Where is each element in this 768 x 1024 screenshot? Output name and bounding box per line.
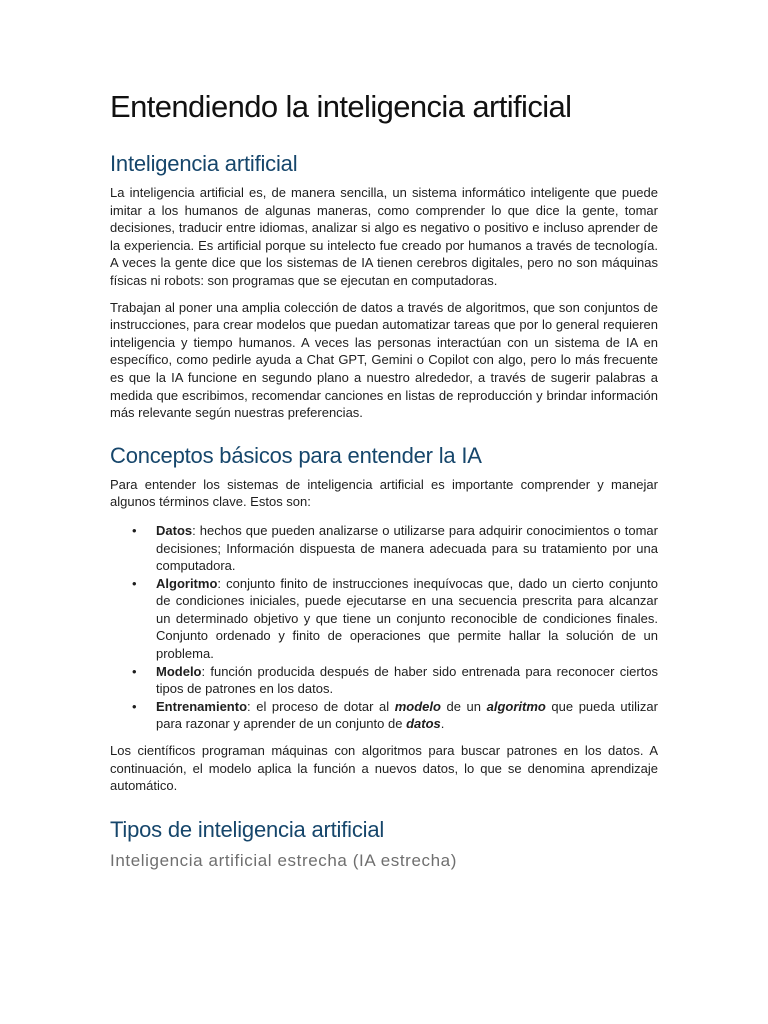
bullet-icon: • [132,522,137,538]
key-terms-list [110,522,658,733]
bullet-icon: • [132,698,137,714]
paragraph-concepts-intro: Para entender los sistemas de inteligencia artificial es importante comprender y manejar algunos términos clave. Estos son: [110,476,658,510]
term-modelo: Modelo [156,663,202,679]
definition-entrenamiento-part3: que pueda utilizar para razonar y aprender de un conjunto de [156,698,658,732]
definition-datos: : hechos que pueden analizarse o utilizarse para adquirir conocimientos o tomar decisiones; Información dispuesta de manera adecuada para su tratamiento por una computadora. [156,522,658,574]
term-algoritmo: Algoritmo [156,575,218,591]
section-heading-conceptos-basicos: Conceptos básicos para entender la IA [110,442,482,468]
emphasis-modelo: modelo [394,698,441,714]
subsection-heading-ia-estrecha: Inteligencia artificial estrecha (IA estrecha) [110,850,457,870]
emphasis-algoritmo: algoritmo [486,698,546,714]
section-heading-tipos: Tipos de inteligencia artificial [110,816,385,842]
definition-entrenamiento-part4: . [440,716,445,732]
list-item-entrenamiento [110,698,658,733]
emphasis-datos: datos [406,716,441,732]
document-title: Entendiendo la inteligencia artificial [110,89,572,124]
definition-algoritmo: : conjunto finito de instrucciones inequívocas que, dado un cierto conjunto de condiciones iniciales, puede ejecutarse en una secuencia prescrita para alcanzar un determinado objetivo y que tiene un conjunto reconocible de condiciones finales. Conjunto ordenado y finito de operaciones que permite hallar la solución de un problema. [156,575,658,662]
term-entrenamiento: Entrenamiento [156,698,248,714]
definition-modelo: : función producida después de haber sido entrenada para reconocer ciertos tipos de patrones en los datos. [156,663,658,697]
list-item-modelo [110,663,658,698]
paragraph-concepts-closing: Los científicos programan máquinas con algoritmos para buscar patrones en los datos. A continuación, el modelo aplica la función a nuevos datos, lo que se denomina aprendizaje automático. [110,743,658,794]
definition-entrenamiento-part2: de un [440,698,487,714]
bullet-icon: • [132,663,137,679]
paragraph-how-it-works: Trabajan al poner una amplia colección de datos a través de algoritmos, que son conjuntos de instrucciones, para crear modelos que puedan automatizar tareas que por lo general requieren inteligencia y tiempo humanos. A veces las personas interactúan con un sistema de IA en específico, como pedirle ayuda a Chat GPT, Gemini o Copilot con algo, pero lo más frecuente es que la IA funcione en segundo plano a nuestro alrededor, a través de sugerir palabras a medida que escribimos, recomendar canciones en listas de reproducción y brindar información más relevante según nuestras preferencias. [110,299,658,421]
term-datos: Datos [156,522,193,538]
paragraph-definition: La inteligencia artificial es, de manera sencilla, un sistema informático inteligente que puede imitar a los humanos de algunas maneras, como comprender lo que dice la gente, tomar decisiones, traducir entre idiomas, analizar si algo es negativo o positivo e incluso aprender de la experiencia. Es artificial porque su intelecto fue creado por humanos a través de tecnología. A veces la gente dice que los sistemas de IA tienen cerebros digitales, pero no son máquinas físicas ni robots: son programas que se ejecutan en computadoras. [110,185,658,288]
list-item-datos [110,522,658,575]
bullet-icon: • [132,575,137,591]
definition-entrenamiento-part1: : el proceso de dotar al [247,698,395,714]
document-content [110,86,658,873]
list-item-algoritmo [110,575,658,663]
section-heading-inteligencia-artificial: Inteligencia artificial [110,151,298,176]
